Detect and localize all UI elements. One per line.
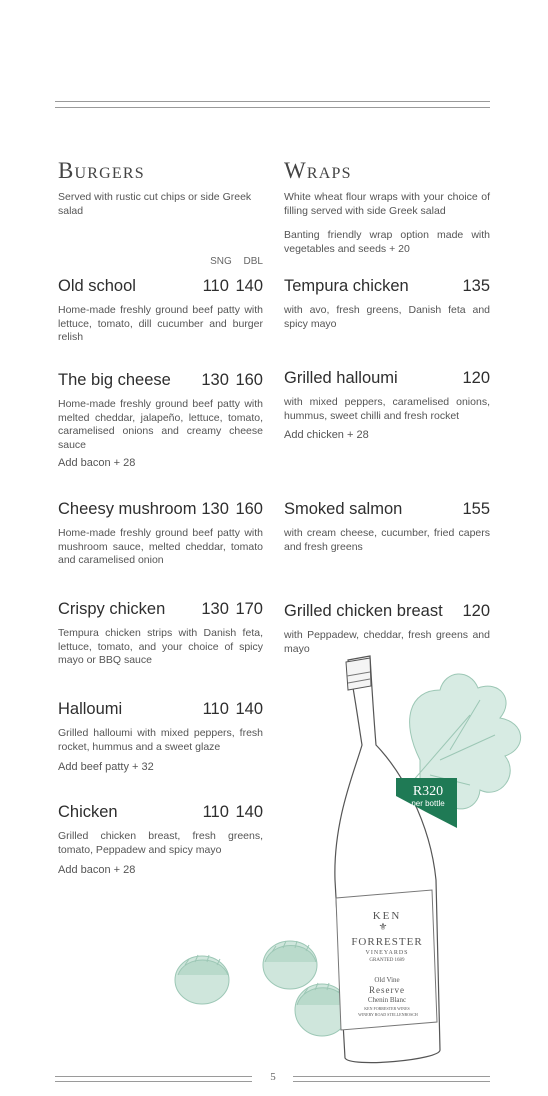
item-name: Grilled halloumi	[284, 369, 398, 387]
wraps-description: White wheat flour wraps with your choice of filling served with side Greek salad	[284, 191, 490, 217]
item-price: 130 160	[201, 500, 263, 518]
wraps-title: Wraps	[284, 158, 352, 183]
acorn-icon	[175, 955, 229, 1004]
label-vineyards: VINEYARDS	[365, 950, 409, 956]
wine-price: R320	[412, 784, 444, 799]
label-small2: WINERY ROAD STELLENBOSCH	[358, 1012, 418, 1017]
label-old-vine: Old Vine	[374, 976, 400, 984]
item-name: Chicken	[58, 803, 118, 821]
item-name: Cheesy mushroom	[58, 500, 197, 518]
acorn-icon	[263, 941, 317, 989]
item-description: Grilled chicken breast, fresh greens, tomato, Peppadew and spicy mayo	[58, 830, 263, 856]
item-name: Grilled chicken breast	[284, 602, 443, 620]
item-price: 130 170	[201, 600, 263, 618]
item-price: 120	[462, 602, 490, 620]
item-name: The big cheese	[58, 371, 171, 389]
crest-icon: ⚜	[378, 922, 388, 933]
item-description: Home-made freshly ground beef patty with melted cheddar, jalapeño, lettuce, tomato, caramelised onions and creamy cheese sauce	[58, 398, 263, 451]
label-small1: KEN FORRESTER WINES	[364, 1006, 410, 1011]
item-price: 135	[462, 277, 490, 295]
item-addon: Add beef patty + 32	[58, 761, 154, 773]
footer-divider-left	[55, 1076, 252, 1082]
wine-price-unit: per bottle	[411, 799, 445, 808]
item-name: Old school	[58, 277, 136, 295]
label-established: GRANTED 1689	[369, 958, 405, 963]
item-description: with Peppadew, cheddar, fresh greens and mayo	[284, 629, 490, 655]
item-description: with avo, fresh greens, Danish feta and spicy mayo	[284, 304, 490, 330]
size-headers: SNG DBL	[210, 256, 263, 267]
item-description: with mixed peppers, caramelised onions, hummus, sweet chilli and fresh rocket	[284, 396, 490, 422]
item-description: with cream cheese, cucumber, fried capers and fresh greens	[284, 527, 490, 553]
item-price: 130 160	[201, 371, 263, 389]
item-price: 155	[462, 500, 490, 518]
item-name: Tempura chicken	[284, 277, 409, 295]
item-price: 120	[462, 369, 490, 387]
item-addon: Add chicken + 28	[284, 429, 369, 441]
burgers-description: Served with rustic cut chips or side Greek salad	[58, 191, 252, 217]
label-chenin: Chenin Blanc	[367, 996, 407, 1004]
label-brand-line2: FORRESTER	[351, 936, 423, 948]
item-addon: Add bacon + 28	[58, 864, 136, 876]
page-number: 5	[270, 1071, 276, 1083]
item-description: Tempura chicken strips with Danish feta, lettuce, tomato, and your choice of spicy mayo or BBQ sauce	[58, 627, 263, 666]
item-addon: Add bacon + 28	[58, 457, 136, 469]
item-description: Grilled halloumi with mixed peppers, fresh rocket, hummus and a sweet glaze	[58, 727, 263, 753]
label-reserve: Reserve	[369, 985, 405, 995]
item-name: Halloumi	[58, 700, 123, 718]
item-price: 110 140	[202, 700, 263, 718]
wraps-note: Banting friendly wrap option made with vegetables and seeds + 20	[284, 229, 490, 255]
label-brand-line1: KEN	[372, 910, 402, 922]
footer-divider-right	[293, 1076, 490, 1082]
item-name: Crispy chicken	[58, 600, 166, 618]
item-description: Home-made freshly ground beef patty with lettuce, tomato, dill cucumber and burger relish	[58, 304, 263, 343]
item-price: 110 140	[202, 803, 263, 821]
burgers-title: Burgers	[58, 158, 145, 183]
item-description: Home-made freshly ground beef patty with mushroom sauce, melted cheddar, tomato and caramelised onion	[58, 527, 263, 566]
item-price: 110 140	[202, 277, 263, 295]
item-name: Smoked salmon	[284, 500, 403, 518]
